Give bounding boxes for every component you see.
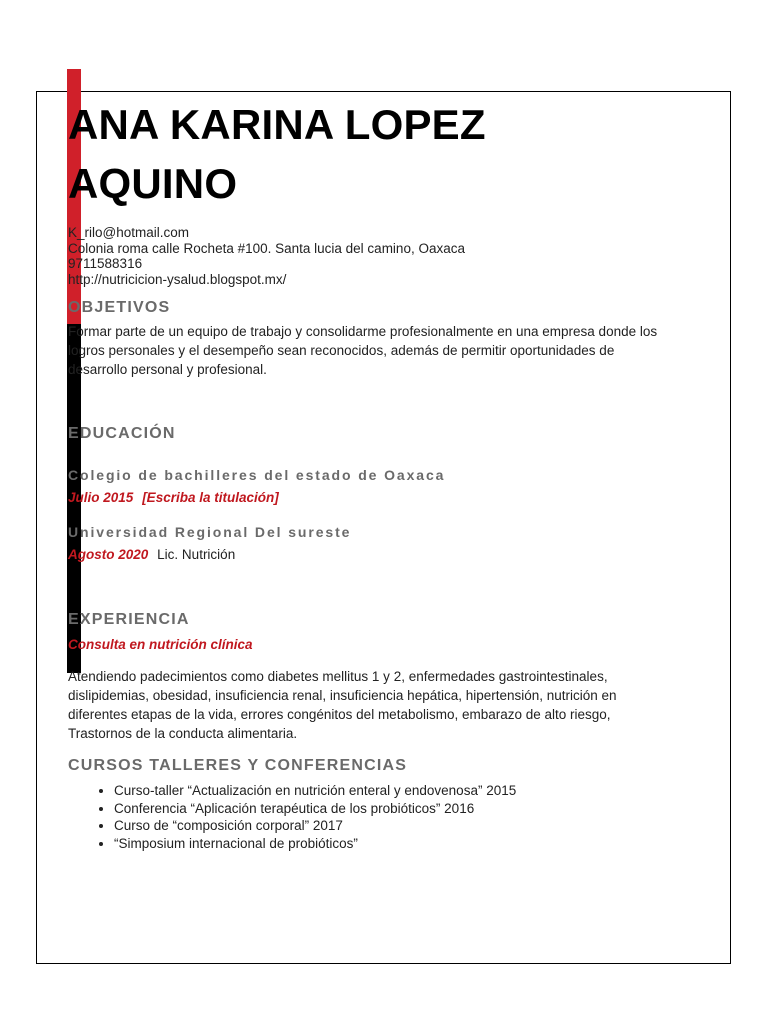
objectives-text: Formar parte de un equipo de trabajo y consolidarme profesionalmente en una empresa donde los logros personales y el desempeño sean reconocidos, además de permitir oportunidades de desarrollo personal y profesional. bbox=[68, 324, 658, 377]
education-detail: [Escriba la titulación] bbox=[142, 490, 279, 505]
education-detail: Lic. Nutrición bbox=[157, 547, 236, 562]
name-line-1: ANA KARINA LOPEZ bbox=[68, 101, 486, 148]
courses-list bbox=[68, 782, 674, 852]
list-item: • “Simposium internacional de probióticos” bbox=[114, 835, 674, 853]
contact-block bbox=[68, 225, 465, 287]
website-link[interactable]: http://nutricicion-ysalud.blogspot.mx/ bbox=[68, 271, 287, 287]
list-item: • Conferencia “Aplicación terapéutica de los probióticos” 2016 bbox=[114, 800, 674, 818]
courses-title: CURSOS TALLERES Y CONFERENCIAS bbox=[68, 757, 408, 774]
education-entry-date-row bbox=[68, 489, 279, 507]
education-institution: Colegio de bachilleres del estado de Oaxaca bbox=[68, 467, 446, 483]
experience-title: EXPERIENCIA bbox=[68, 611, 190, 628]
list-item: • Curso de “composición corporal” 2017 bbox=[114, 817, 674, 835]
experience-text: Atendiendo padecimientos como diabetes mellitus 1 y 2, enfermedades gastrointestinales, dislipidemias, obesidad, insuficiencia renal, insuficiencia hepática, hipertensión, nutrición en diferentes etapas de la vida, errores congénitos del metabolismo, embarazo de alto riesgo, Trastornos de la conducta alimentaria. bbox=[68, 669, 617, 741]
phone: 9711588316 bbox=[68, 256, 143, 271]
list-item: • Curso-taller “Actualización en nutrición enteral y endovenosa” 2015 bbox=[114, 782, 674, 800]
education-date: Julio 2015 bbox=[68, 490, 134, 505]
education-date: Agosto 2020 bbox=[68, 547, 149, 562]
education-entry-date-row bbox=[68, 546, 235, 564]
email[interactable]: K_rilo@hotmail.com bbox=[68, 225, 189, 240]
experience-role: Consulta en nutrición clínica bbox=[68, 637, 253, 652]
address: Colonia roma calle Rocheta #100. Santa lucia del camino, Oaxaca bbox=[68, 240, 465, 256]
education-institution: Universidad Regional Del sureste bbox=[68, 524, 352, 540]
name-line-2: AQUINO bbox=[68, 160, 238, 207]
education-title: EDUCACIÓN bbox=[68, 425, 176, 442]
objectives-title: OBJETIVOS bbox=[68, 299, 171, 316]
